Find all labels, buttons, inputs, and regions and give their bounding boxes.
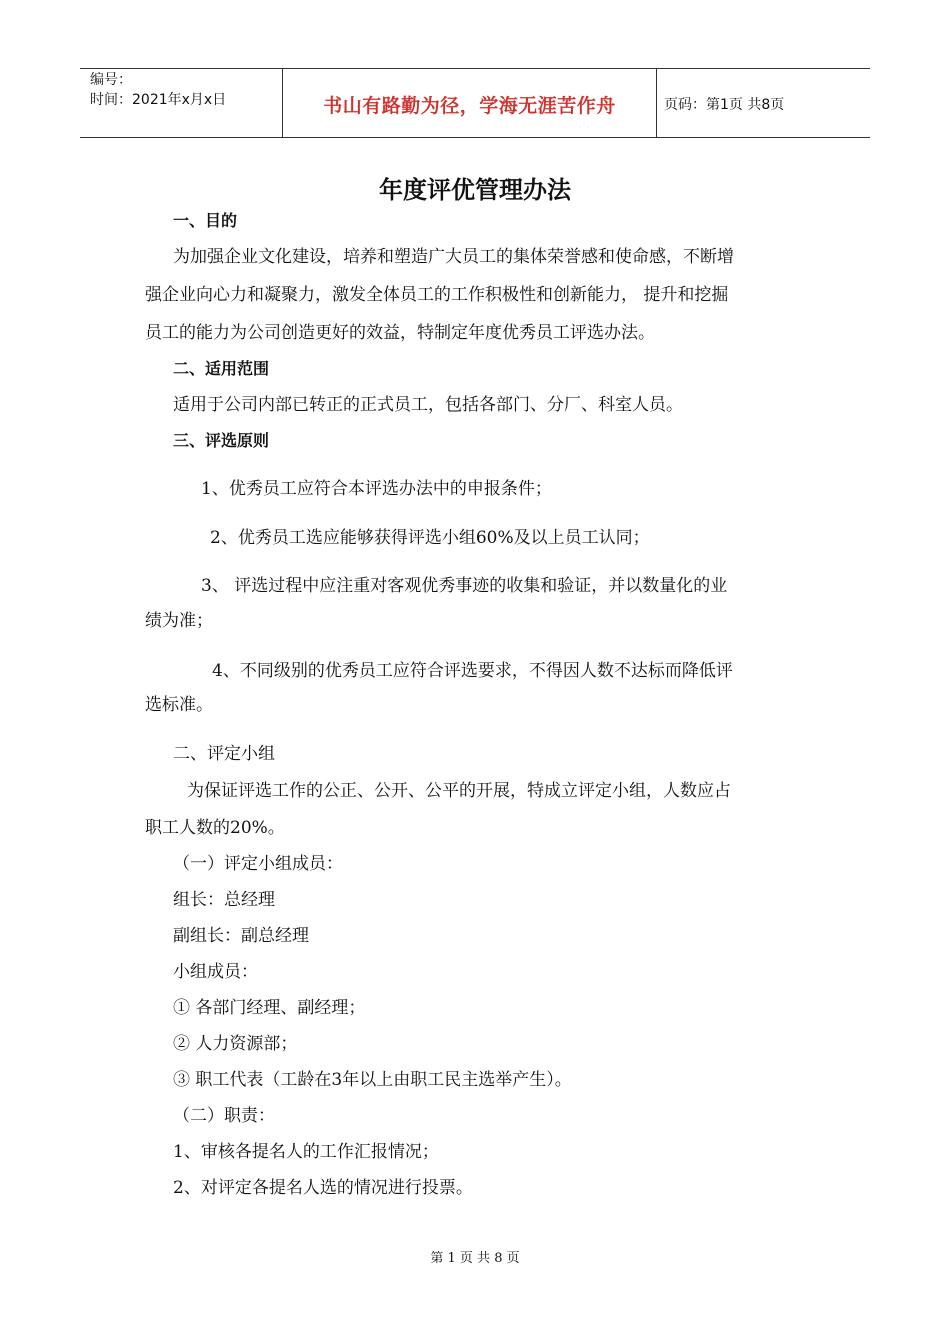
list-item: 2、对评定各提名人选的情况进行投票。 [173,1178,473,1198]
paragraph-line: 适用于公司内部已转正的正式员工，包括各部门、分厂、科室人员。 [173,395,683,415]
header-info-cell [80,69,282,137]
header-page-cell [656,69,870,137]
list-item: ② 人力资源部； [173,1034,298,1054]
paragraph-line: 绩为准； [145,611,213,631]
paragraph-line: 组长：总经理 [173,890,275,910]
time-label: 时间：2021年x月x日 [90,92,227,108]
paragraph-line: 强企业向心力和凝聚力，激发全体员工的工作积极性和创新能力， 提升和挖掘 [145,285,729,305]
subsection-heading-duties: （二）职责： [173,1106,275,1126]
page-footer: 第 1 页 共 8 页 [430,1251,520,1266]
paragraph-line: 为加强企业文化建设，培养和塑造广大员工的集体荣誉感和使命感，不断增 [173,247,734,267]
list-item: ③ 职工代表（工龄在3年以上由职工民主选举产生）。 [173,1070,572,1090]
header-motto-cell [282,69,657,137]
header-table [80,68,870,138]
list-item: 4、不同级别的优秀员工应符合评选要求，不得因人数不达标而降低评 [212,661,733,681]
motto-text: 书山有路勤为径，学海无涯苦作舟 [323,95,616,117]
section-heading-committee: 二、评定小组 [173,744,275,764]
list-item: 3、 评选过程中应注重对客观优秀事迹的收集和验证，并以数量化的业 [201,576,728,596]
list-item: 1、审核各提名人的工作汇报情况； [173,1142,439,1162]
section-heading-scope: 二、适用范围 [173,359,270,378]
paragraph-line: 职工人数的20%。 [145,818,285,838]
section-heading-purpose: 一、目的 [173,211,238,230]
paragraph-line: 为保证评选工作的公正、公开、公平的开展，特成立评定小组，人数应占 [187,781,731,801]
paragraph-line: 选标准。 [145,695,213,715]
paragraph-line: 小组成员： [173,962,258,982]
page-code: 页码：第1页 共8页 [664,97,785,113]
section-heading-principles: 三、评选原则 [173,431,270,450]
subsection-heading-members: （一）评定小组成员： [173,854,343,874]
list-item: ① 各部门经理、副经理； [173,998,366,1018]
paragraph-line: 员工的能力为公司创造更好的效益，特制定年度优秀员工评选办法。 [145,323,655,343]
list-item: 2、优秀员工选应能够获得评选小组60%及以上员工认同； [210,528,650,548]
paragraph-line: 副组长：副总经理 [173,926,309,946]
document-title: 年度评优管理办法 [379,176,571,204]
list-item: 1、优秀员工应符合本评选办法中的申报条件； [201,479,552,499]
number-label: 编号： [90,72,132,88]
